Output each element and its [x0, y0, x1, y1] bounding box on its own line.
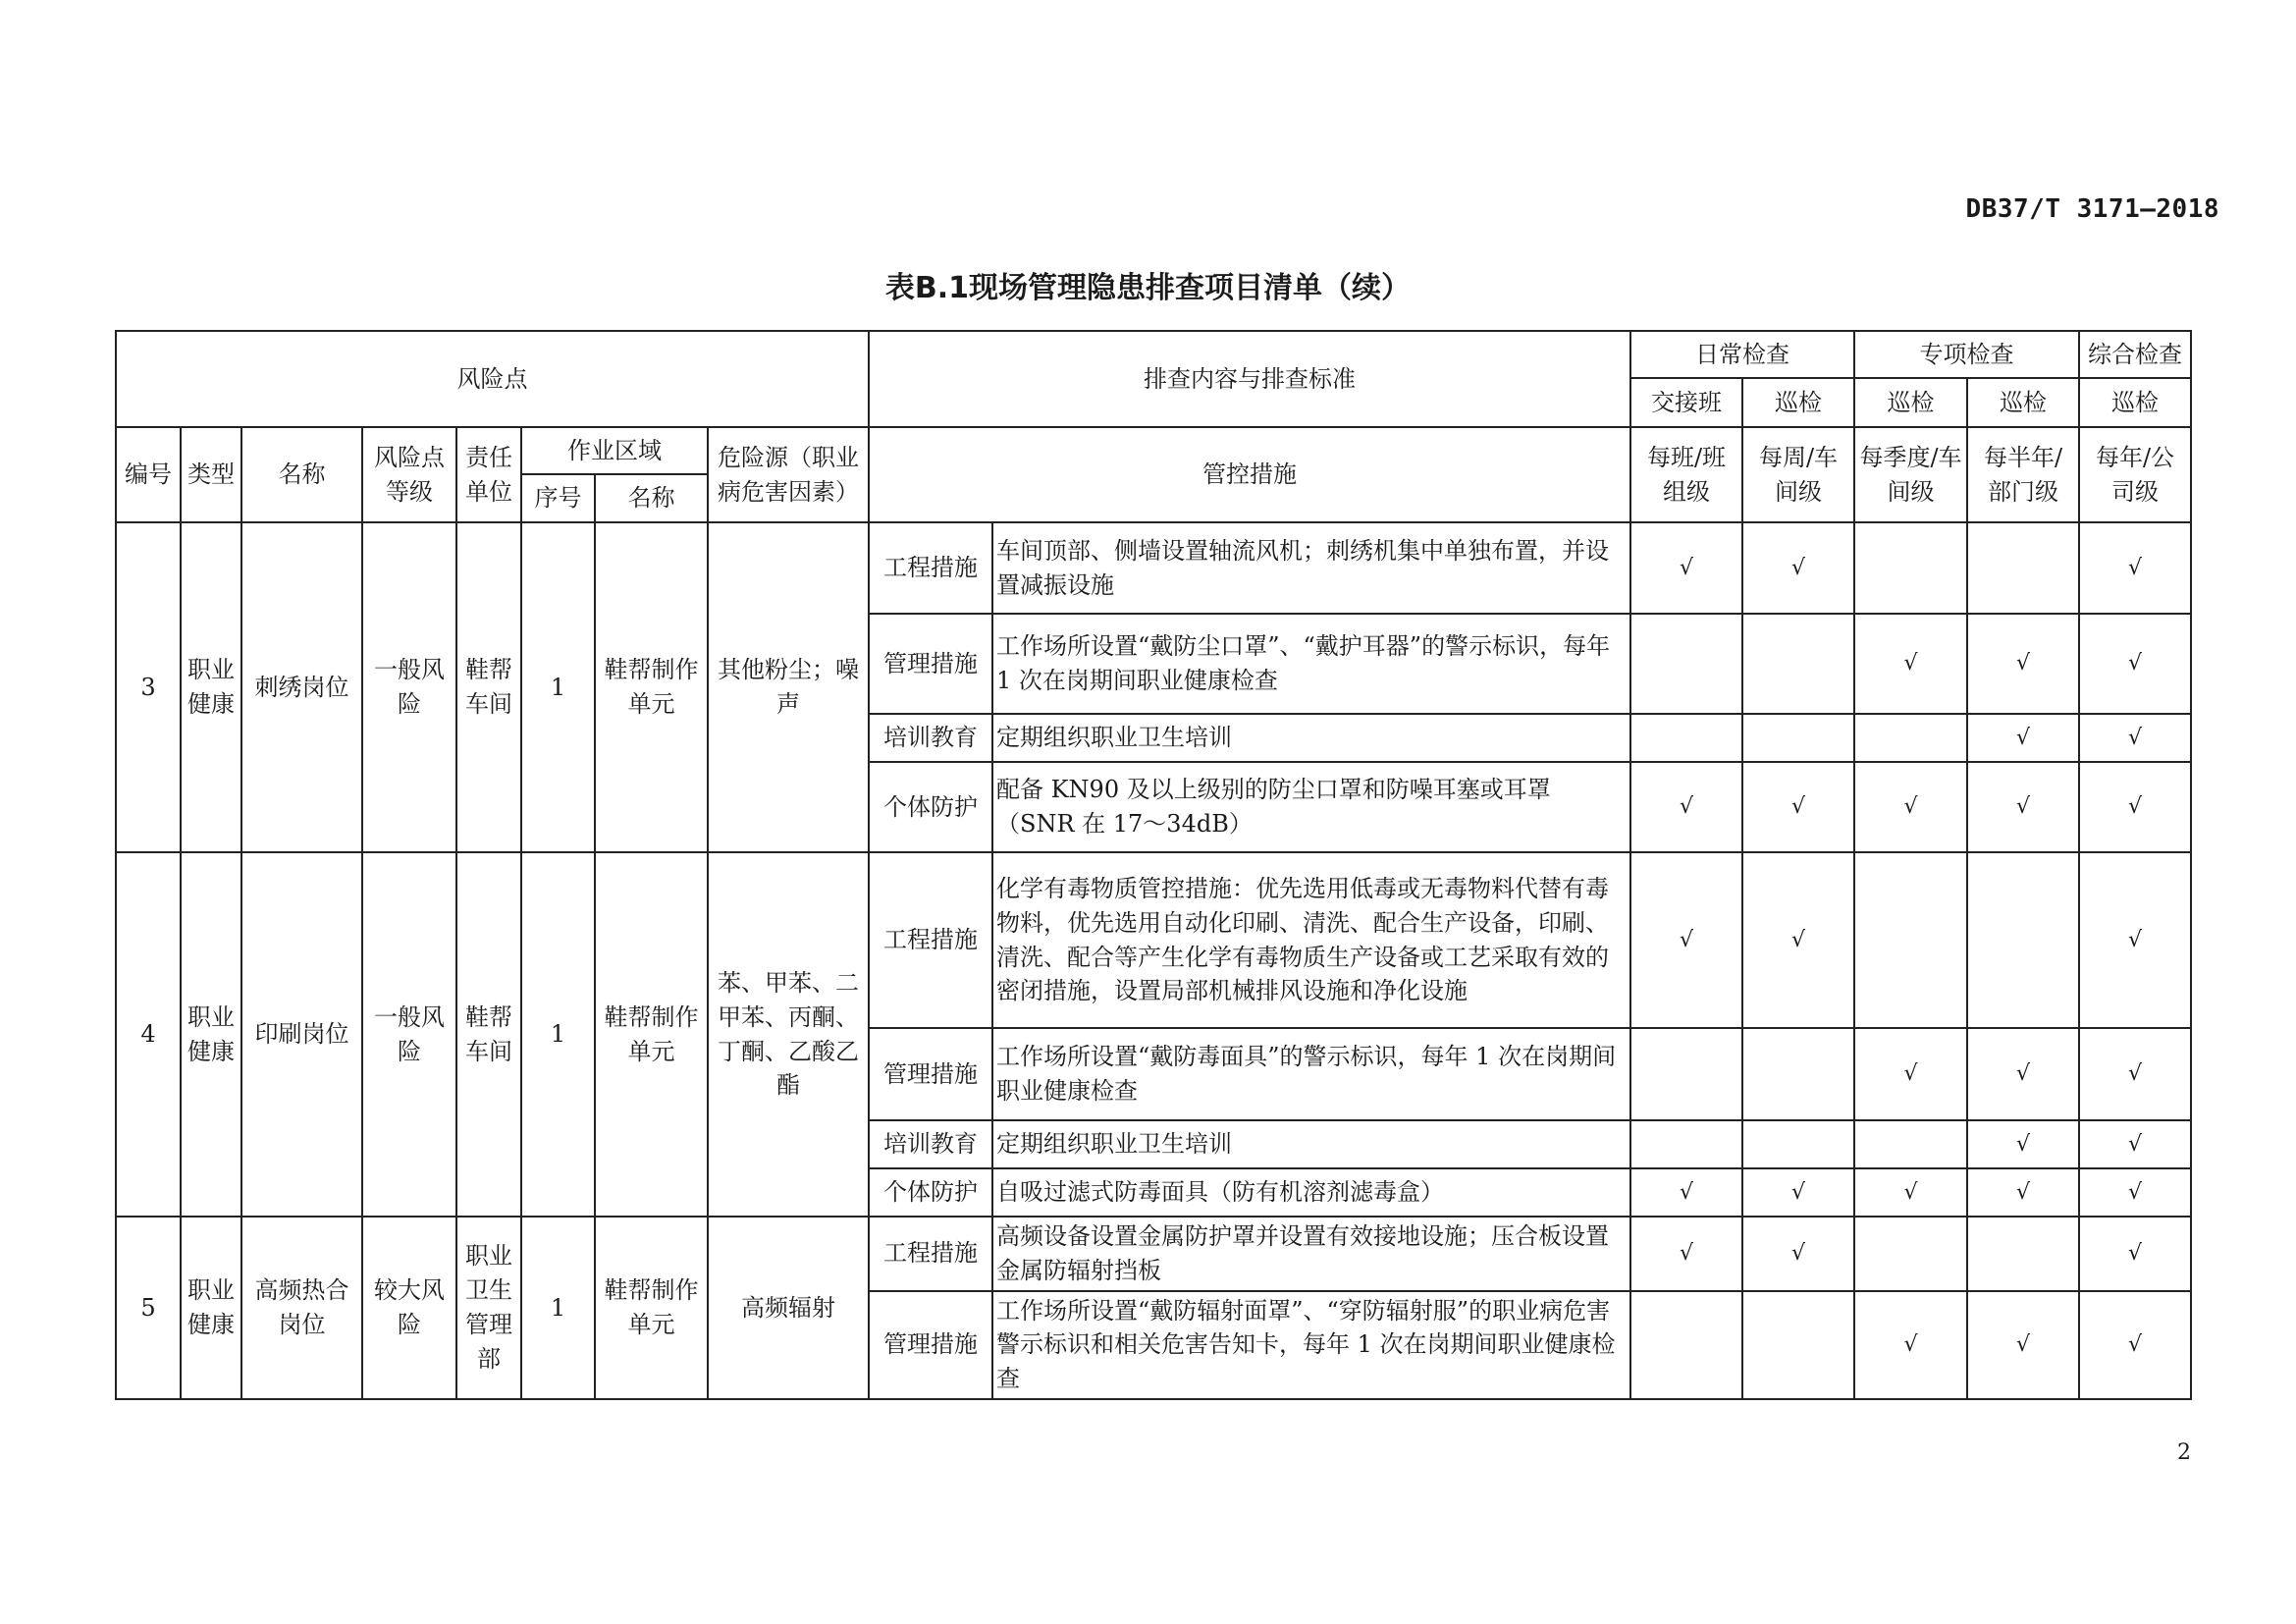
check-mark — [1742, 1120, 1854, 1168]
header-patrol: 巡检 — [1854, 378, 1967, 427]
check-mark — [1854, 714, 1967, 762]
check-mark: √ — [1742, 852, 1854, 1028]
check-mark: √ — [1742, 1168, 1854, 1217]
area-seq: 1 — [521, 852, 595, 1217]
table-row — [116, 1217, 2191, 1291]
col-header-hazard: 危险源（职业病危害因素） — [708, 427, 869, 522]
risk-name: 印刷岗位 — [241, 852, 362, 1217]
hazard-source: 高频辐射 — [708, 1217, 869, 1399]
check-mark: √ — [1967, 1291, 2079, 1399]
check-mark: √ — [2079, 1028, 2191, 1120]
check-mark: √ — [1854, 762, 1967, 852]
risk-no: 3 — [116, 522, 181, 852]
measure-category: 个体防护 — [869, 1168, 992, 1217]
area-name: 鞋帮制作单元 — [595, 522, 708, 852]
risk-no: 5 — [116, 1217, 181, 1399]
hazard-source: 苯、甲苯、二甲苯、丙酮、丁酮、乙酸乙酯 — [708, 852, 869, 1217]
col-header-frequency: 每半年/部门级 — [1967, 427, 2079, 522]
measure-text: 配备 KN90 及以上级别的防尘口罩和防噪耳塞或耳罩（SNR 在 17～34dB） — [992, 762, 1630, 852]
measure-text: 定期组织职业卫生培训 — [992, 1120, 1630, 1168]
check-mark — [1854, 522, 1967, 614]
header-special-check: 专项检查 — [1854, 331, 2079, 378]
check-mark — [1742, 714, 1854, 762]
measure-text: 工作场所设置“戴防尘口罩”、“戴护耳器”的警示标识，每年 1 次在岗期间职业健康检查 — [992, 614, 1630, 714]
col-header-seq: 序号 — [521, 474, 595, 522]
check-mark: √ — [1967, 714, 2079, 762]
header-risk-point: 风险点 — [116, 331, 869, 427]
measure-text: 工作场所设置“戴防辐射面罩”、“穿防辐射服”的职业病危害警示标识和相关危害告知卡，每年 1 次在岗期间职业健康检查 — [992, 1291, 1630, 1399]
check-mark — [1967, 522, 2079, 614]
measure-category: 管理措施 — [869, 614, 992, 714]
check-mark: √ — [1967, 1168, 2079, 1217]
responsible-unit: 鞋帮车间 — [456, 522, 521, 852]
col-header-control-measures: 管控措施 — [869, 427, 1630, 522]
check-mark: √ — [1630, 1217, 1742, 1291]
check-mark: √ — [2079, 1168, 2191, 1217]
check-mark — [1630, 714, 1742, 762]
measure-text: 车间顶部、侧墙设置轴流风机；刺绣机集中单独布置，并设置减振设施 — [992, 522, 1630, 614]
risk-level: 一般风险 — [362, 522, 456, 852]
area-seq: 1 — [521, 522, 595, 852]
check-mark: √ — [2079, 852, 2191, 1028]
col-header-frequency: 每年/公司级 — [2079, 427, 2191, 522]
check-mark: √ — [2079, 762, 2191, 852]
col-header-frequency: 每周/车间级 — [1742, 427, 1854, 522]
check-mark — [1630, 1120, 1742, 1168]
measure-category: 培训教育 — [869, 714, 992, 762]
check-mark: √ — [2079, 1120, 2191, 1168]
measure-category: 工程措施 — [869, 1217, 992, 1291]
check-mark: √ — [1630, 522, 1742, 614]
check-mark — [1630, 1291, 1742, 1399]
risk-type: 职业健康 — [181, 1217, 241, 1399]
check-mark — [1742, 614, 1854, 714]
check-mark: √ — [1630, 1168, 1742, 1217]
check-mark — [1854, 852, 1967, 1028]
check-mark: √ — [2079, 614, 2191, 714]
measure-text: 自吸过滤式防毒面具（防有机溶剂滤毒盒） — [992, 1168, 1630, 1217]
responsible-unit: 职业卫生管理部 — [456, 1217, 521, 1399]
check-mark: √ — [1967, 1028, 2079, 1120]
check-mark — [1742, 1291, 1854, 1399]
hazard-source: 其他粉尘；噪声 — [708, 522, 869, 852]
check-mark — [1630, 614, 1742, 714]
check-mark: √ — [1742, 1217, 1854, 1291]
risk-level: 一般风险 — [362, 852, 456, 1217]
check-mark: √ — [1967, 1120, 2079, 1168]
table-row — [116, 522, 2191, 614]
header-patrol: 巡检 — [1967, 378, 2079, 427]
check-mark — [1967, 852, 2079, 1028]
check-mark: √ — [2079, 522, 2191, 614]
check-mark: √ — [1630, 852, 1742, 1028]
check-mark: √ — [1967, 614, 2079, 714]
check-mark: √ — [1854, 1168, 1967, 1217]
col-header-level: 风险点等级 — [362, 427, 456, 522]
measure-category: 管理措施 — [869, 1028, 992, 1120]
check-mark — [1854, 1120, 1967, 1168]
measure-text: 工作场所设置“戴防毒面具”的警示标识，每年 1 次在岗期间职业健康检查 — [992, 1028, 1630, 1120]
risk-name: 高频热合岗位 — [241, 1217, 362, 1399]
col-header-work-area: 作业区域 — [521, 427, 708, 474]
header-shift-handover: 交接班 — [1630, 378, 1742, 427]
check-mark: √ — [2079, 714, 2191, 762]
check-mark: √ — [1854, 614, 1967, 714]
header-check-content: 排查内容与排查标准 — [869, 331, 1630, 427]
col-header-frequency: 每季度/车间级 — [1854, 427, 1967, 522]
inspection-table — [115, 330, 2192, 1400]
measure-category: 管理措施 — [869, 1291, 992, 1399]
risk-type: 职业健康 — [181, 852, 241, 1217]
check-mark — [1854, 1217, 1967, 1291]
document-code: DB37/T 3171—2018 — [1965, 194, 2219, 224]
check-mark: √ — [1854, 1291, 1967, 1399]
responsible-unit: 鞋帮车间 — [456, 852, 521, 1217]
check-mark: √ — [1967, 762, 2079, 852]
check-mark: √ — [1742, 522, 1854, 614]
measure-category: 工程措施 — [869, 522, 992, 614]
measure-category: 个体防护 — [869, 762, 992, 852]
check-mark — [1967, 1217, 2079, 1291]
col-header-no: 编号 — [116, 427, 181, 522]
area-seq: 1 — [521, 1217, 595, 1399]
check-mark: √ — [1742, 762, 1854, 852]
check-mark — [1630, 1028, 1742, 1120]
table-title: 表B.1现场管理隐患排查项目清单（续） — [884, 271, 1412, 305]
check-mark: √ — [2079, 1217, 2191, 1291]
measure-text: 高频设备设置金属防护罩并设置有效接地设施；压合板设置金属防辐射挡板 — [992, 1217, 1630, 1291]
measure-category: 工程措施 — [869, 852, 992, 1028]
measure-text: 化学有毒物质管控措施：优先选用低毒或无毒物料代替有毒物料，优先选用自动化印刷、清洗、配合生产设备，印刷、清洗、配合等产生化学有毒物质生产设备或工艺采取有效的密闭措施，设置局部机械排风设施和净化设施 — [992, 852, 1630, 1028]
check-mark: √ — [1630, 762, 1742, 852]
header-daily-check: 日常检查 — [1630, 331, 1854, 378]
risk-name: 刺绣岗位 — [241, 522, 362, 852]
header-patrol: 巡检 — [2079, 378, 2191, 427]
measure-category: 培训教育 — [869, 1120, 992, 1168]
measure-text: 定期组织职业卫生培训 — [992, 714, 1630, 762]
risk-type: 职业健康 — [181, 522, 241, 852]
risk-level: 较大风险 — [362, 1217, 456, 1399]
check-mark — [1742, 1028, 1854, 1120]
table-row — [116, 852, 2191, 1028]
col-header-name: 名称 — [241, 427, 362, 522]
header-comprehensive-check: 综合检查 — [2079, 331, 2191, 378]
col-header-unit: 责任单位 — [456, 427, 521, 522]
check-mark: √ — [1854, 1028, 1967, 1120]
area-name: 鞋帮制作单元 — [595, 852, 708, 1217]
page-number: 2 — [2177, 1440, 2191, 1465]
col-header-frequency: 每班/班组级 — [1630, 427, 1742, 522]
check-mark: √ — [2079, 1291, 2191, 1399]
header-patrol: 巡检 — [1742, 378, 1854, 427]
col-header-type: 类型 — [181, 427, 241, 522]
area-name: 鞋帮制作单元 — [595, 1217, 708, 1399]
col-header-area-name: 名称 — [595, 474, 708, 522]
risk-no: 4 — [116, 852, 181, 1217]
